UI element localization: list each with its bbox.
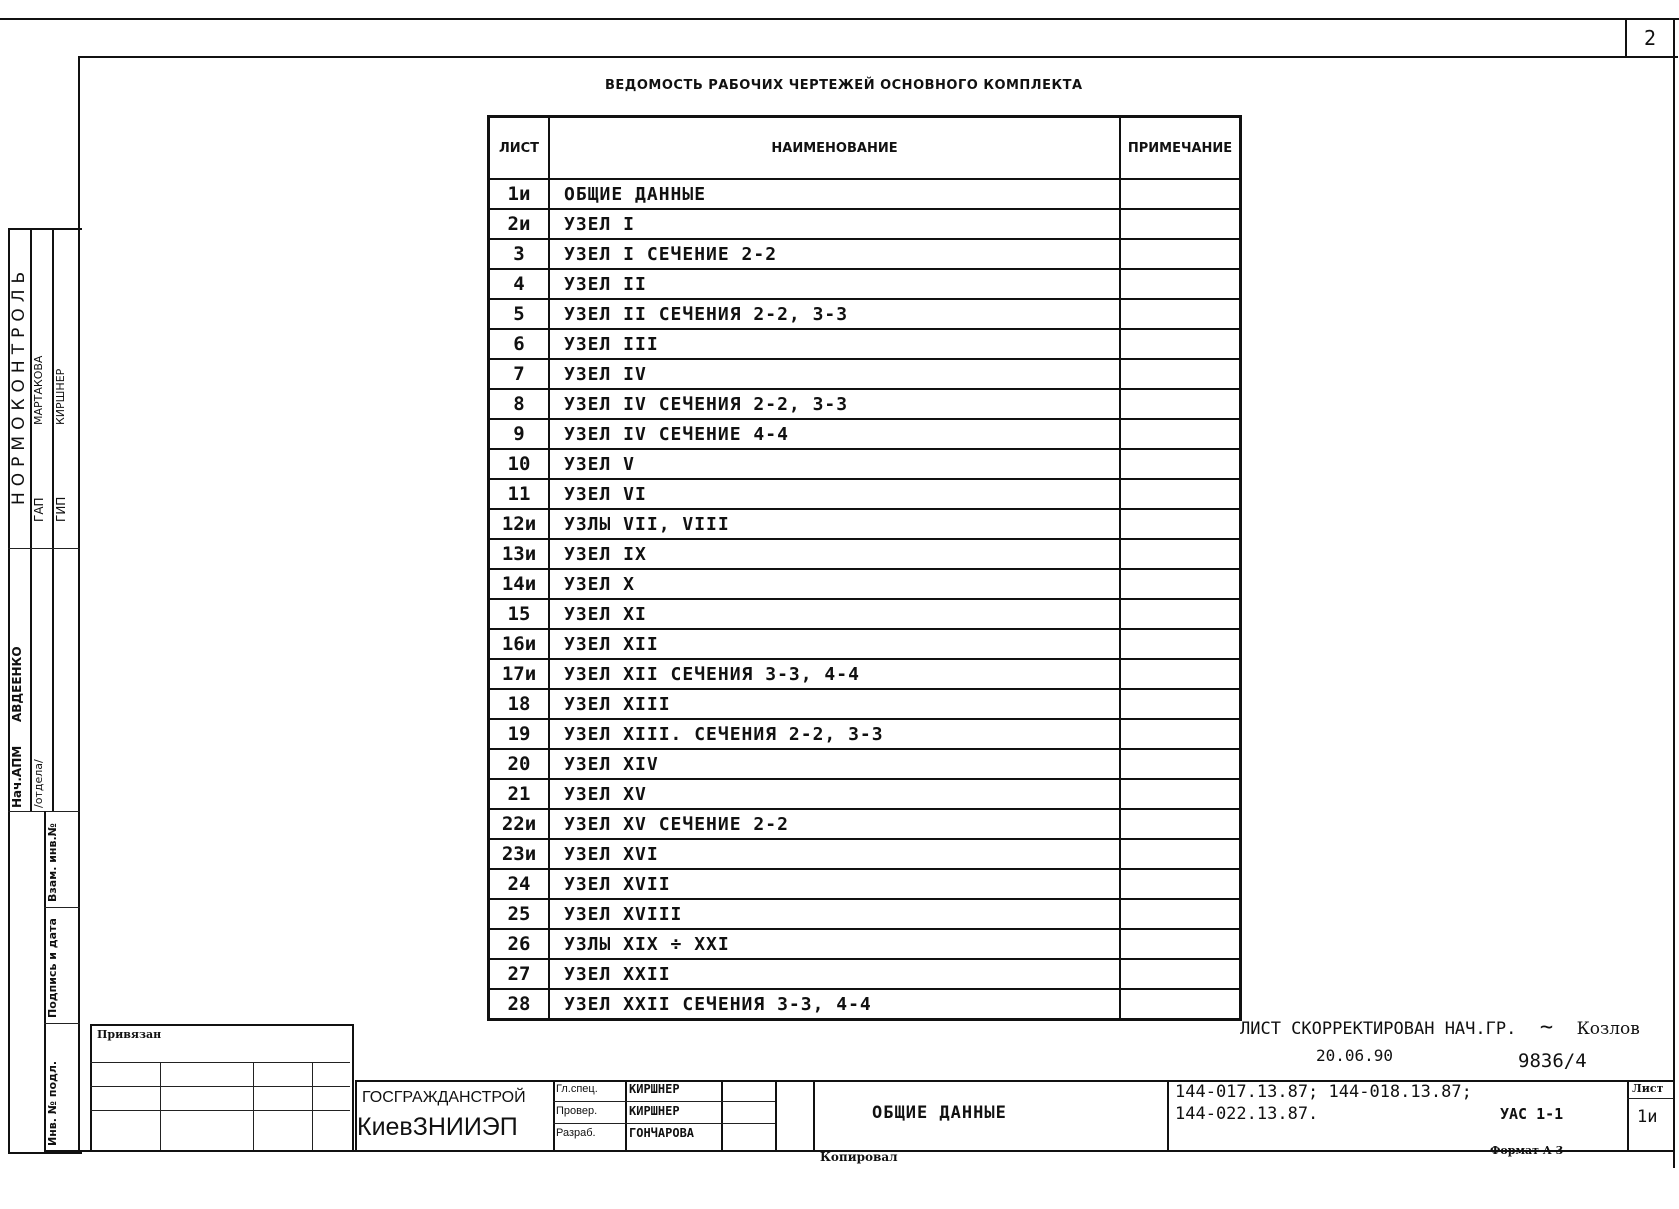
stamp-role: Провер. <box>556 1105 598 1117</box>
sheet-name: УЗЕЛ X <box>549 569 1120 599</box>
sheet-number: 9 <box>489 419 550 449</box>
sheet-number: 10 <box>489 449 550 479</box>
sheet-number: 25 <box>489 899 550 929</box>
page-number-box <box>1625 18 1675 58</box>
stamp-row-3 <box>1627 1098 1673 1099</box>
org-name-2: КиевЗНИИЭП <box>357 1113 518 1141</box>
footer-format: Формат А 3 <box>1490 1144 1564 1157</box>
table-row <box>489 389 1241 419</box>
sheet-note <box>1120 449 1241 479</box>
table-row <box>489 569 1241 599</box>
sheet-name: УЗЕЛ XIII. СЕЧЕНИЯ 2-2, 3-3 <box>549 719 1120 749</box>
sheet-number: 4 <box>489 269 550 299</box>
sheet-note <box>1120 569 1241 599</box>
org-name-1: ГОСГРАЖДАНСТРОЙ <box>362 1089 526 1106</box>
table-row <box>489 809 1241 839</box>
stamp-role: Гл.спец. <box>556 1083 598 1095</box>
sheet-number: 15 <box>489 599 550 629</box>
stamp-doc-title: ОБЩИЕ ДАННЫЕ <box>872 1103 1007 1123</box>
sheet-name: УЗЕЛ XVIII <box>549 899 1120 929</box>
sheet-note <box>1120 719 1241 749</box>
sheet-note <box>1120 989 1241 1020</box>
sheet-number: 22и <box>489 809 550 839</box>
stamp-sheet-value: 1и <box>1637 1107 1658 1127</box>
stamp-codes-1: 144-017.13.87; 144-018.13.87; <box>1175 1082 1472 1102</box>
table-row <box>489 749 1241 779</box>
sheet-number: 13и <box>489 539 550 569</box>
sheet-name: УЗЕЛ III <box>549 329 1120 359</box>
stamp-div-6 <box>1167 1080 1169 1150</box>
normocontrol-label: НОРМОКОНТРОЛЬ <box>9 265 29 505</box>
sheet-name: УЗЕЛ XII СЕЧЕНИЯ 3-3, 4-4 <box>549 659 1120 689</box>
sheet-note <box>1120 779 1241 809</box>
sheet-number: 18 <box>489 689 550 719</box>
sheet-number: 23и <box>489 839 550 869</box>
right-border <box>1673 18 1675 1168</box>
privyazan-col-3 <box>312 1062 313 1150</box>
left-margin-sep-4 <box>44 1023 80 1024</box>
kirshner-label: КИРШНЕР <box>54 368 67 425</box>
header-sheet: ЛИСТ <box>489 117 550 180</box>
inv-podl-label: Инв. № подл. <box>46 1060 59 1146</box>
sheet-note <box>1120 629 1241 659</box>
sheet-name: УЗЕЛ II <box>549 269 1120 299</box>
correction-text: ЛИСТ СКОРРЕКТИРОВАН НАЧ.ГР. <box>1240 1019 1517 1039</box>
header-name: НАИМЕНОВАНИЕ <box>549 117 1120 180</box>
sheet-name: УЗЕЛ XIII <box>549 689 1120 719</box>
nach-apm-label: Нач.АПМ <box>10 745 24 808</box>
sheet-name: УЗЕЛ IV СЕЧЕНИЕ 4-4 <box>549 419 1120 449</box>
sheet-note <box>1120 599 1241 629</box>
sheet-number: 21 <box>489 779 550 809</box>
sheet-note <box>1120 479 1241 509</box>
left-margin-sep-1 <box>8 548 80 549</box>
sheet-name: УЗЕЛ V <box>549 449 1120 479</box>
otdela-label: /отдела/ <box>32 759 45 808</box>
sheet-number: 28 <box>489 989 550 1020</box>
table-row <box>489 479 1241 509</box>
sheet-name: УЗЕЛ XV <box>549 779 1120 809</box>
table-row <box>489 269 1241 299</box>
sheet-number: 7 <box>489 359 550 389</box>
correction-name: Козлов <box>1576 1019 1640 1039</box>
stamp-div-7 <box>1627 1080 1629 1150</box>
sheet-number: 12и <box>489 509 550 539</box>
stamp-series: УАС 1-1 <box>1500 1105 1564 1123</box>
sheet-name: УЗЕЛ I СЕЧЕНИЕ 2-2 <box>549 239 1120 269</box>
stamp-role: Разраб. <box>556 1127 596 1139</box>
sheet-name: УЗЕЛ XXII СЕЧЕНИЯ 3-3, 4-4 <box>549 989 1120 1020</box>
table-row <box>489 959 1241 989</box>
sheet-note <box>1120 509 1241 539</box>
stamp-person: КИРШНЕР <box>629 1104 680 1118</box>
table-row <box>489 779 1241 809</box>
table-row <box>489 509 1241 539</box>
martakova-label: МАРТАКОВА <box>32 355 45 425</box>
sheet-list-table <box>487 115 1242 1021</box>
sheet-number: 20 <box>489 749 550 779</box>
sheet-name: УЗЛЫ XIX ÷ XXI <box>549 929 1120 959</box>
sheet-note <box>1120 839 1241 869</box>
table-row <box>489 899 1241 929</box>
table-row <box>489 989 1241 1020</box>
stamp-sheet-label: Лист <box>1632 1082 1664 1095</box>
table-row <box>489 629 1241 659</box>
table-row <box>489 539 1241 569</box>
table-row <box>489 599 1241 629</box>
sheet-note <box>1120 209 1241 239</box>
sheet-name: УЗЕЛ IV СЕЧЕНИЯ 2-2, 3-3 <box>549 389 1120 419</box>
inner-top-border <box>78 56 1678 58</box>
stamp-row-2 <box>553 1123 775 1124</box>
table-row <box>489 209 1241 239</box>
stamp-div-2 <box>625 1080 627 1150</box>
signature-mark: ~ <box>1526 1015 1567 1040</box>
sheet-number: 2и <box>489 209 550 239</box>
sheet-name: УЗЕЛ XIV <box>549 749 1120 779</box>
sheet-number: 6 <box>489 329 550 359</box>
sheet-number: 14и <box>489 569 550 599</box>
stamp-div-5 <box>813 1080 815 1150</box>
sheet-note <box>1120 659 1241 689</box>
sheet-note <box>1120 179 1241 209</box>
sheet-number: 11 <box>489 479 550 509</box>
sheet-number: 3 <box>489 239 550 269</box>
table-row <box>489 869 1241 899</box>
privyazan-col-2 <box>253 1062 254 1150</box>
top-border <box>0 18 1679 20</box>
table-row <box>489 689 1241 719</box>
vzam-inv-label: Взам. инв.№ <box>46 823 59 902</box>
sheet-note <box>1120 539 1241 569</box>
sheet-note <box>1120 389 1241 419</box>
sheet-name: УЗЕЛ XVI <box>549 839 1120 869</box>
sheet-name: УЗЕЛ XI <box>549 599 1120 629</box>
sheet-name: ОБЩИЕ ДАННЫЕ <box>549 179 1120 209</box>
stamp-codes-2: 144-022.13.87. <box>1175 1104 1319 1124</box>
table-row <box>489 179 1241 209</box>
sheet-note <box>1120 749 1241 779</box>
footer-copied: Копировал <box>820 1150 898 1164</box>
sheet-number: 19 <box>489 719 550 749</box>
sheet-note <box>1120 419 1241 449</box>
sheet-note <box>1120 809 1241 839</box>
sheet-note <box>1120 239 1241 269</box>
stamp-div-3 <box>721 1080 723 1150</box>
table-row <box>489 239 1241 269</box>
correction-note <box>1240 1015 1640 1040</box>
correction-number: 9836/4 <box>1518 1050 1587 1072</box>
sheet-name: УЗЕЛ VI <box>549 479 1120 509</box>
privyazan-row-1 <box>90 1062 350 1063</box>
table-body <box>489 179 1241 1020</box>
sheet-note <box>1120 269 1241 299</box>
stamp-row-1 <box>553 1101 775 1102</box>
sheet-note <box>1120 929 1241 959</box>
sheet-note <box>1120 959 1241 989</box>
privyazan-block <box>90 1024 354 1152</box>
left-margin-sep-3 <box>44 907 80 908</box>
sheet-note <box>1120 329 1241 359</box>
sheet-number: 8 <box>489 389 550 419</box>
sheet-name: УЗЕЛ I <box>549 209 1120 239</box>
table-row <box>489 719 1241 749</box>
privyazan-label: Привязан <box>97 1028 162 1041</box>
sheet-note <box>1120 869 1241 899</box>
privyazan-row-2 <box>90 1086 350 1087</box>
stamp-person: ГОНЧАРОВА <box>629 1126 695 1140</box>
sheet-number: 27 <box>489 959 550 989</box>
page-number: 2 <box>1643 26 1657 50</box>
sheet-note <box>1120 299 1241 329</box>
table-row <box>489 839 1241 869</box>
sheet-name: УЗЕЛ XV СЕЧЕНИЕ 2-2 <box>549 809 1120 839</box>
sheet-note <box>1120 359 1241 389</box>
sheet-number: 5 <box>489 299 550 329</box>
sheet-list-title: ВЕДОМОСТЬ РАБОЧИХ ЧЕРТЕЖЕЙ ОСНОВНОГО КОМПЛЕКТА <box>605 78 1083 93</box>
table-row <box>489 359 1241 389</box>
avdeenko-label: АВДЕЕНКО <box>10 646 24 722</box>
sheet-number: 24 <box>489 869 550 899</box>
correction-date: 20.06.90 <box>1316 1046 1394 1065</box>
sheet-number: 16и <box>489 629 550 659</box>
sheet-note <box>1120 689 1241 719</box>
sheet-name: УЗЕЛ IV <box>549 359 1120 389</box>
sheet-name: УЗЕЛ II СЕЧЕНИЯ 2-2, 3-3 <box>549 299 1120 329</box>
sheet-number: 26 <box>489 929 550 959</box>
stamp-div-1 <box>553 1080 555 1150</box>
table-row <box>489 449 1241 479</box>
sheet-number: 1и <box>489 179 550 209</box>
sheet-name: УЗЛЫ VII, VIII <box>549 509 1120 539</box>
stamp-div-4 <box>775 1080 777 1150</box>
table-row <box>489 329 1241 359</box>
sheet-name: УЗЕЛ XXII <box>549 959 1120 989</box>
sheet-name: УЗЕЛ XVII <box>549 869 1120 899</box>
table-row <box>489 419 1241 449</box>
sheet-note <box>1120 899 1241 929</box>
privyazan-col-1 <box>160 1062 161 1150</box>
table-row <box>489 659 1241 689</box>
table-row <box>489 299 1241 329</box>
sheet-name: УЗЕЛ IX <box>549 539 1120 569</box>
sheet-number: 17и <box>489 659 550 689</box>
header-note: ПРИМЕЧАНИЕ <box>1120 117 1241 180</box>
podpis-data-label: Подпись и дата <box>46 918 59 1018</box>
sheet-name: УЗЕЛ XII <box>549 629 1120 659</box>
privyazan-row-3 <box>90 1110 350 1111</box>
stamp-person: КИРШНЕР <box>629 1082 680 1096</box>
gap-label: ГАП <box>32 497 46 522</box>
gip-label: ГИП <box>54 496 68 522</box>
table-row <box>489 929 1241 959</box>
